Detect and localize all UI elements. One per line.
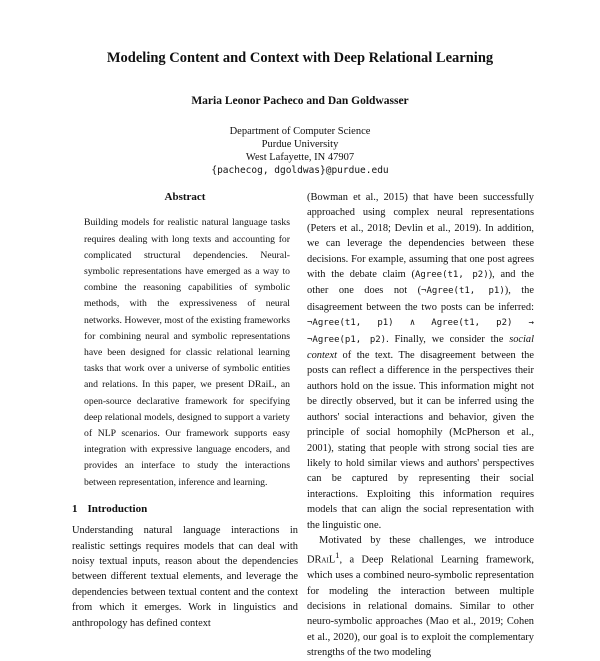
affiliation-block	[0, 125, 600, 177]
right-column	[307, 190, 534, 661]
affiliation-city: West Lafayette, IN 47907	[245, 152, 355, 163]
abstract-heading: Abstract	[164, 191, 206, 203]
drail-name: DRaiL	[307, 554, 336, 566]
introduction-text: Understanding natural language interactions in realistic settings requires models that can deal with noisy textual inputs, reason about the dependencies between different textual elements, and leverage the dependencies between textual content and the context from which it emerges. Work in linguistics and anthropology has defined context	[72, 525, 298, 629]
text-segment: of the text. The disagreement between the posts can reflect a difference in the perspectives their authors hold on the issue. This information might not be directly observed, but it can be inferred using the authors' social interactions and behavior, given the principle of social homophily (McPherson et al., 2001), stating that people with strong social ties are likely to hold similar views and authors' perspectives can be captured by representing their social interactions. Exploiting this information requires models that can align the social representation with the linguistic one.	[307, 350, 534, 531]
abstract-text: Building models for realistic natural language tasks requires dealing with long texts and accounting for complicated structural dependencies. Neural-symbolic representations have emerged as a way to combine the reasoning capabilities of symbolic methods, with the expressiveness of neural networks. However, most of the existing frameworks for combining neural and symbolic representations have been designed for classic relational learning tasks that work over a universe of symbolic entities and relations. In this paper, we present DRaiL, an open-source declarative framework for specifying deep relational models, designed to support a variety of NLP scenarios. Our framework supports easy integration with expressive language encoders, and provides an interface to study the interactions between representation, inference and learning.	[84, 217, 290, 488]
introduction-heading	[72, 502, 298, 517]
text-segment: . Finally, we consider the	[386, 333, 510, 345]
text-segment: ), and the other one does not (	[307, 269, 534, 297]
social-context-term: social context	[307, 333, 535, 362]
text-segment: Motivated by these challenges, we introduce	[319, 534, 534, 546]
not-agree-predicate: ¬Agree(t1, p1)	[421, 286, 505, 297]
paper-title: Modeling Content and Context with Deep Relational Learning	[106, 50, 494, 66]
left-column	[72, 190, 298, 631]
section-title: Introduction	[87, 502, 148, 515]
abstract-body	[72, 215, 298, 490]
affiliation-department: Department of Computer Science	[229, 126, 371, 137]
text-segment: (Bowman et al., 2015) that have been successfully approached using complex neural representations (Peters et al., 2018; Devlin et al., 2019). In addition, we can leverage the dependencies between these decisions. For example, assuming that one post agrees with the debate claim (	[307, 192, 534, 281]
text-segment: , a Deep Relational Learning framework, which uses a combined neuro-symbolic representation for modeling the interaction between multiple decisions in relational domains. Similar to other neuro-symbolic approaches (Mao et al., 2019; Cohen et al., 2020), our goal is to exploit the complementary strengths of the two modeling	[307, 554, 534, 659]
agree-predicate: Agree(t1, p2)	[415, 270, 489, 281]
introduction-body	[72, 523, 298, 631]
section-number: 1	[72, 502, 78, 515]
affiliation-university: Purdue University	[261, 139, 339, 150]
affiliation-email: {pachecog, dgoldwas}@purdue.edu	[211, 165, 389, 176]
paper-authors: Maria Leonor Pacheco and Dan Goldwasser	[191, 95, 409, 107]
footnote-mark: 1	[335, 550, 340, 561]
inference-formula: ¬Agree(t1, p1) ∧ Agree(t1, p2) → ¬Agree(p1, p2)	[307, 318, 534, 345]
right-paragraph-2	[307, 533, 534, 661]
right-paragraph-1	[307, 190, 534, 533]
text-segment: ), the disagreement between the two posts can be inferred:	[307, 285, 534, 313]
